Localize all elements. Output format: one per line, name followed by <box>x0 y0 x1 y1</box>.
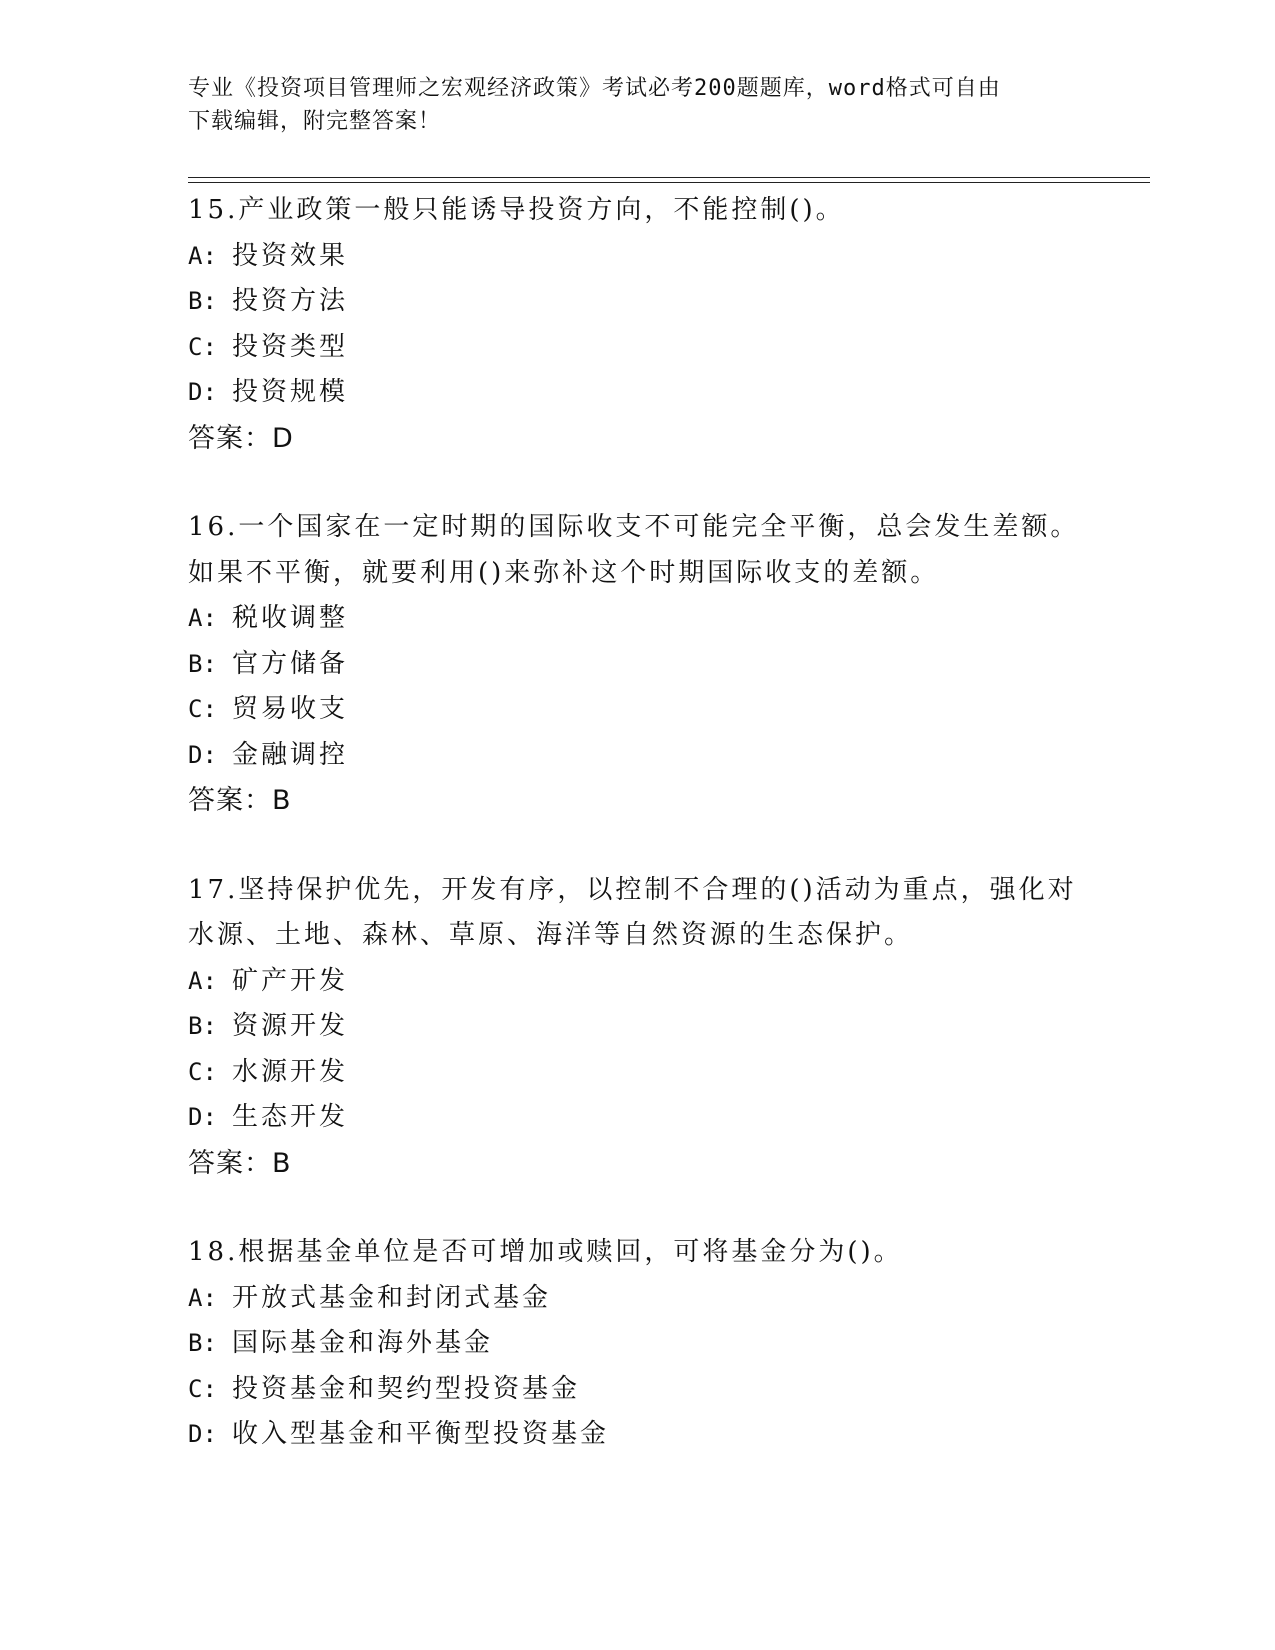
question-stem-line: 如果不平衡，就要利用()来弥补这个时期国际收支的差额。 <box>188 557 940 588</box>
option-key: C: <box>188 1374 217 1403</box>
option-a <box>188 234 1088 280</box>
option-text: 投资规模 <box>232 377 349 407</box>
option-text: 金融调控 <box>232 739 349 770</box>
option-key: A: <box>188 966 217 995</box>
question-18 <box>188 1230 1088 1458</box>
option-key: C: <box>188 695 217 723</box>
question-list <box>188 188 1088 1502</box>
option-text: 开放式基金和封闭式基金 <box>232 1282 552 1313</box>
header-line-2: 下载编辑，附完整答案！ <box>188 109 442 134</box>
option-text: 矿产开发 <box>232 965 349 996</box>
option-a <box>188 959 1088 1005</box>
option-d <box>188 1095 1088 1141</box>
option-b <box>188 642 1088 688</box>
header-line-1: 专业《投资项目管理师之宏观经济政策》考试必考200题题库，word格式可自由 <box>188 76 1001 101</box>
option-text: 生态开发 <box>232 1102 349 1132</box>
header-divider-top <box>188 177 1150 178</box>
document-header <box>188 72 1068 138</box>
option-d <box>188 370 1088 416</box>
question-stem-line: 15.产业政策一般只能诱导投资方向，不能控制()。 <box>188 195 845 225</box>
option-b <box>188 1321 1088 1367</box>
option-key: D: <box>188 378 217 406</box>
option-key: A: <box>188 1283 217 1312</box>
option-text: 税收调整 <box>232 603 349 633</box>
option-b <box>188 1004 1088 1050</box>
option-key: B: <box>188 649 217 678</box>
option-text: 投资基金和契约型投资基金 <box>232 1373 581 1404</box>
option-d <box>188 733 1088 779</box>
answer-line: 答案：B <box>188 785 292 816</box>
option-key: C: <box>188 1057 217 1086</box>
answer-line: 答案：B <box>188 1147 292 1179</box>
option-key: D: <box>188 1420 217 1448</box>
option-text: 收入型基金和平衡型投资基金 <box>232 1419 610 1449</box>
option-key: C: <box>188 332 217 361</box>
option-text: 国际基金和海外基金 <box>232 1328 494 1358</box>
option-text: 资源开发 <box>232 1011 349 1041</box>
option-text: 贸易收支 <box>232 694 349 724</box>
option-b <box>188 279 1088 325</box>
question-16 <box>188 505 1088 824</box>
option-d <box>188 1412 1088 1458</box>
option-key: D: <box>188 740 217 769</box>
option-c <box>188 1050 1088 1096</box>
option-text: 投资效果 <box>232 240 349 271</box>
option-key: B: <box>188 1012 217 1040</box>
option-key: D: <box>188 1103 217 1131</box>
option-key: B: <box>188 287 217 315</box>
option-key: A: <box>188 604 217 632</box>
question-stem-line: 17.坚持保护优先，开发有序，以控制不合理的()活动为重点，强化对 <box>188 874 1077 905</box>
option-text: 投资类型 <box>232 331 349 362</box>
option-text: 投资方法 <box>232 286 349 316</box>
option-c <box>188 1367 1088 1413</box>
option-a <box>188 596 1088 642</box>
question-17 <box>188 868 1088 1187</box>
option-c <box>188 687 1088 733</box>
option-a <box>188 1276 1088 1322</box>
option-text: 水源开发 <box>232 1056 349 1087</box>
question-stem-line: 16.一个国家在一定时期的国际收支不可能完全平衡，总会发生差额。 <box>188 512 1080 542</box>
option-text: 官方储备 <box>232 648 349 679</box>
question-stem-line: 18.根据基金单位是否可增加或赎回，可将基金分为()。 <box>188 1237 903 1267</box>
option-key: A: <box>188 241 217 270</box>
option-c <box>188 325 1088 371</box>
header-divider-bottom <box>188 182 1150 183</box>
option-key: B: <box>188 1329 217 1357</box>
question-stem-line: 水源、土地、森林、草原、海洋等自然资源的生态保护。 <box>188 920 914 950</box>
question-15 <box>188 188 1088 461</box>
answer-line: 答案：D <box>188 422 294 454</box>
